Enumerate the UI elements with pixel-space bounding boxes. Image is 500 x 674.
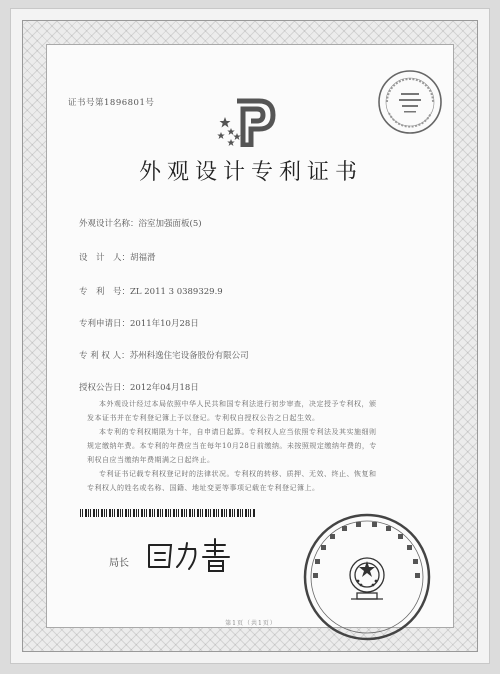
page-footer: 第1页（共1页） [225, 620, 277, 627]
certificate-paper [46, 44, 454, 628]
patent-office-logo [217, 95, 279, 147]
patentee-label: 专 利 权 人： [79, 351, 130, 361]
certificate-number: 证书号第1896801号 [68, 98, 155, 108]
patentee-value: 苏州科逸住宅设备股份有限公司 [129, 351, 249, 361]
body-line: 发本证书并在专利登记簿上予以登记。专利权自授权公告之日起生效。 [87, 414, 320, 422]
body-line: 利权自应当缴纳年费期满之日起终止。 [87, 456, 215, 464]
designer-value: 胡福滑 [130, 253, 156, 263]
body-line: 本外观设计经过本局依照中华人民共和国专利法进行初步审查，决定授予专利权，颁 [99, 400, 377, 408]
director-label: 局长 [109, 558, 129, 569]
patent-number-row [79, 285, 223, 297]
filing-date-label: 专利申请日： [79, 319, 131, 329]
round-stamp [377, 69, 443, 135]
filing-date-value: 2011年10月28日 [130, 319, 199, 329]
design-name-label: 外观设计名称： [79, 219, 139, 229]
designer-label: 设 计 人： [79, 253, 131, 263]
director-signature [143, 535, 235, 575]
design-name-row [79, 217, 202, 229]
grant-date-label: 授权公告日： [79, 383, 131, 393]
body-line: 规定缴纳年费。本专利的年费应当在每年10月28日前缴纳。未按照规定缴纳年费的，专 [87, 442, 377, 450]
patent-number-value: ZL 2011 3 0389329.9 [130, 287, 223, 297]
document-title: 外观设计专利证书 [138, 160, 363, 185]
barcode [80, 509, 256, 517]
grant-date-value: 2012年04月18日 [130, 383, 199, 393]
body-line: 专利权人的姓名或名称、国籍、地址变更等事项记载在专利登记簿上。 [87, 484, 320, 492]
designer-row [79, 251, 156, 263]
patent-number-label: 专 利 号： [79, 287, 131, 297]
body-line: 本专利的专利权期限为十年，自申请日起算。专利权人应当依照专利法及其实施细则 [99, 428, 377, 436]
filing-date-row [79, 317, 199, 329]
design-name-value: 浴室加强面板(5) [138, 219, 202, 229]
patentee-row [79, 349, 249, 361]
body-line: 专利证书记载专利权登记时的法律状况。专利权的转移、质押、无效、终止、恢复和 [99, 470, 377, 478]
grant-date-row [79, 381, 199, 393]
